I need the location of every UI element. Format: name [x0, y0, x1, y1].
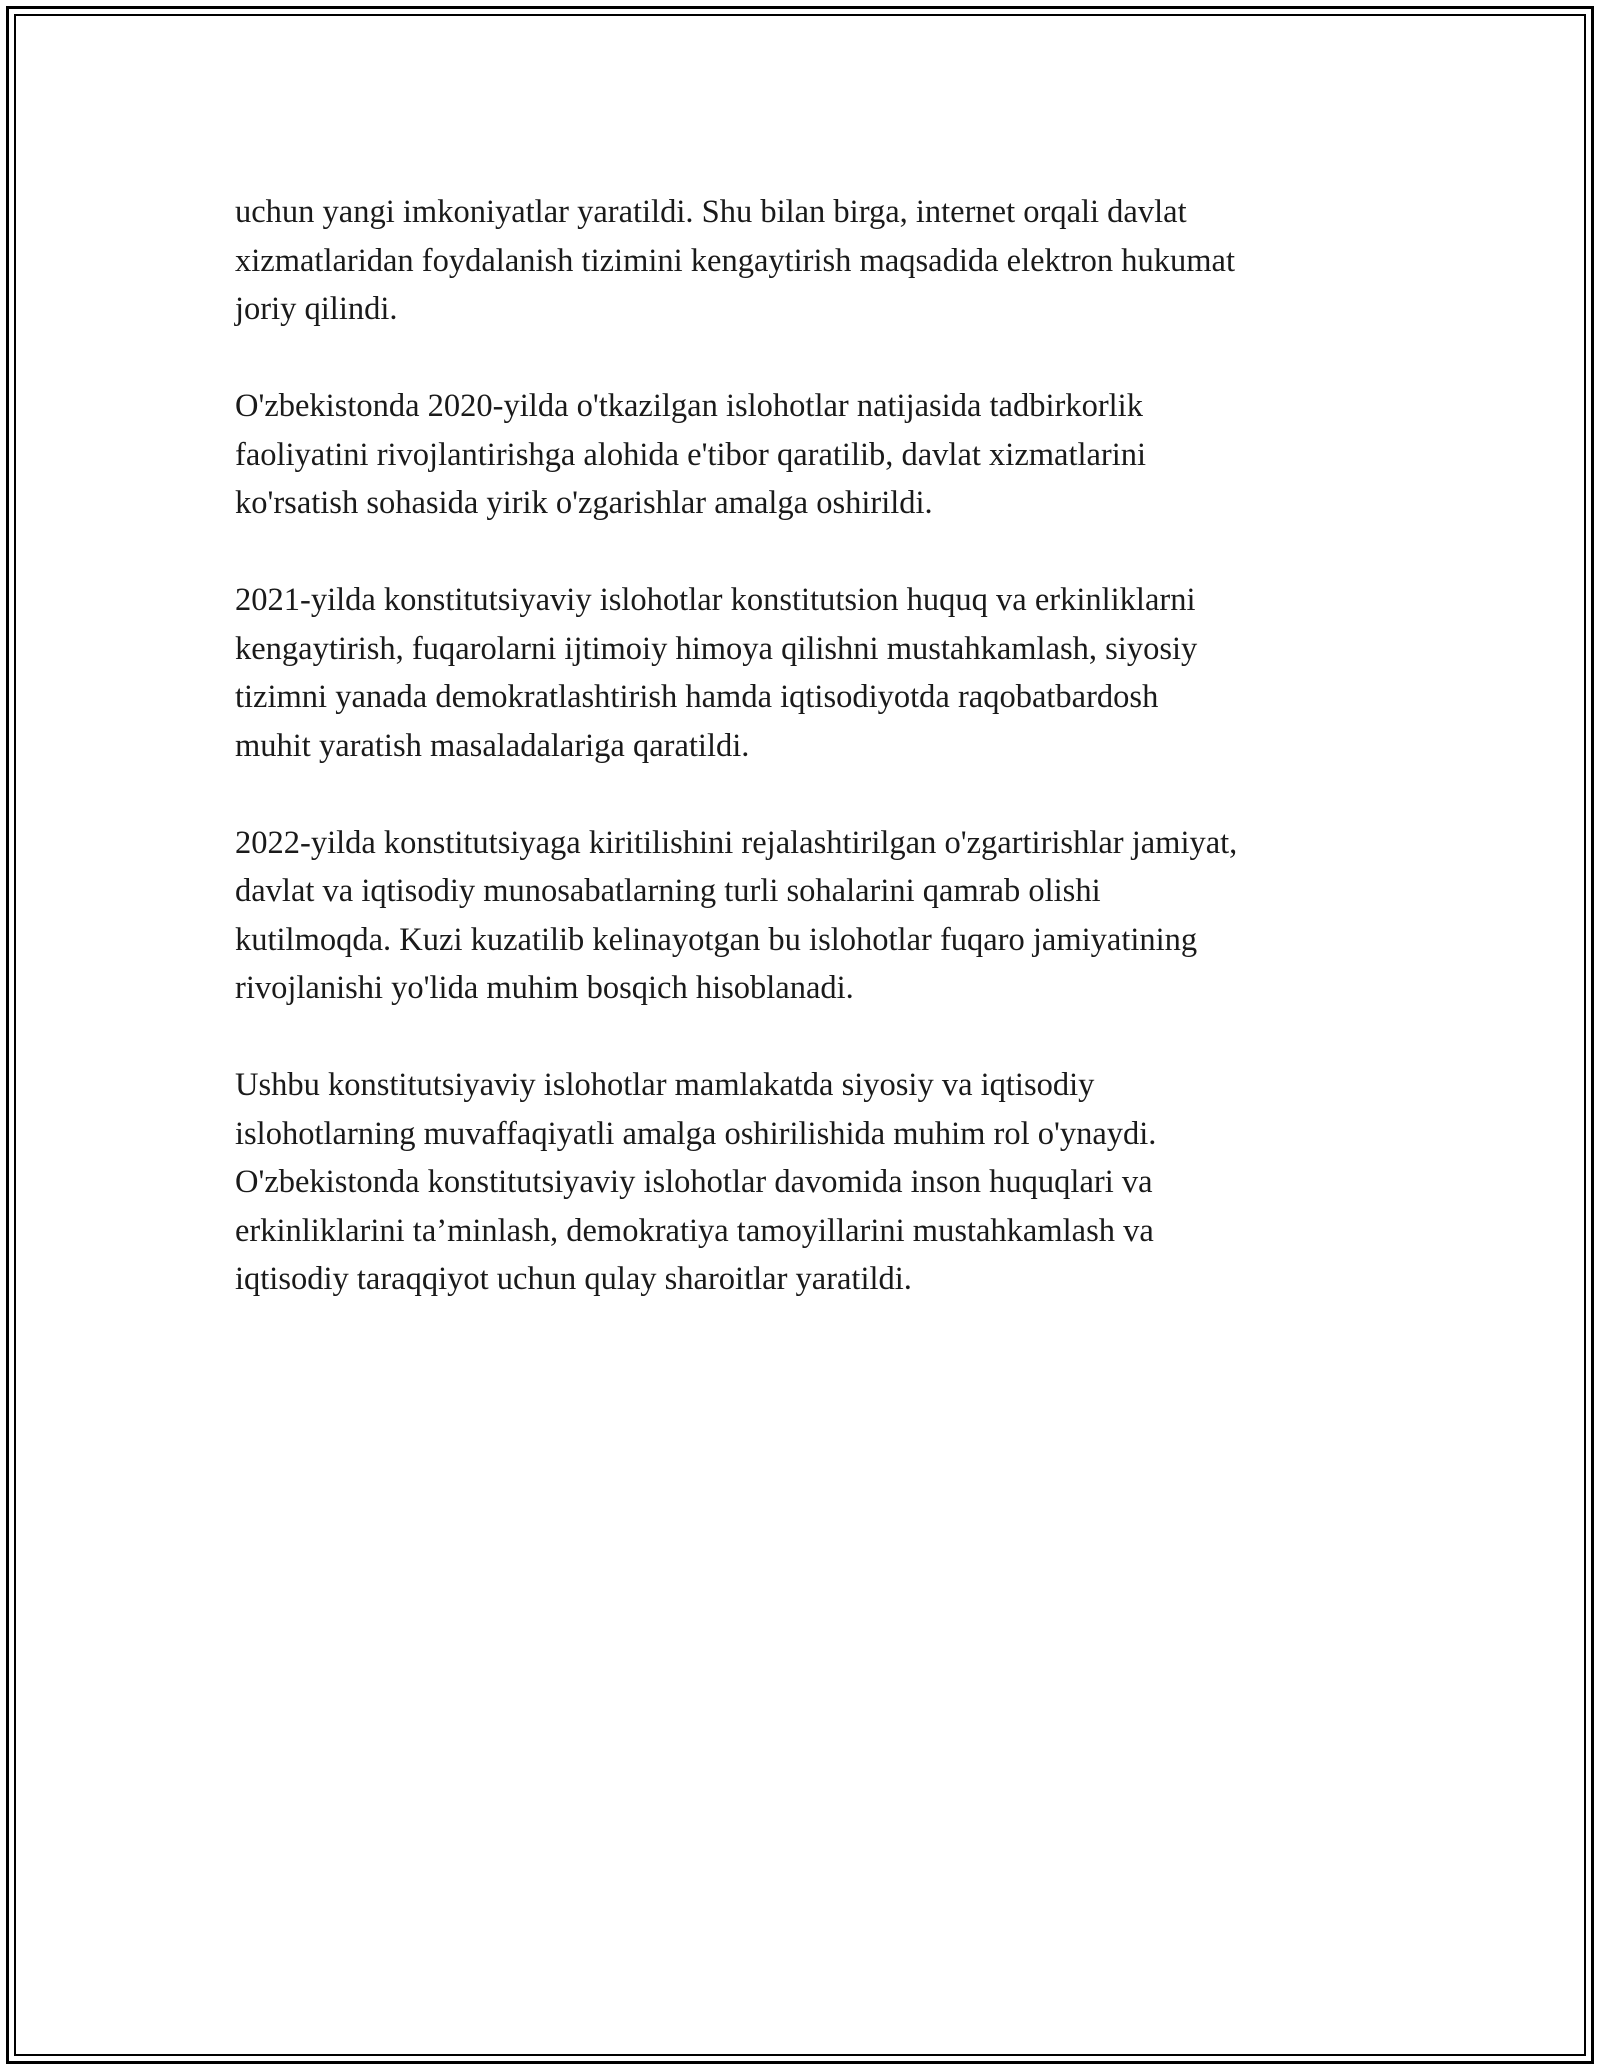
paragraph-2022-ozgartirishlar: 2022-yilda konstitutsiyaga kiritilishini rejalashtirilgan o'zgartirishlar jamiyat, davlat va iqtisodiy munosabatlarning turli sohalarini qamrab olishi kutilmoqda. Kuzi kuzatilib kelinayotgan bu islohotlar fuqaro jamiyatining rivojlanishi yo'lida muhim bosqich hisoblanadi.	[235, 824, 1238, 1006]
paragraph-2020-islohotlar: O'zbekistonda 2020-yilda o'tkazilgan islohotlar natijasida tadbirkorlik faoliyatini rivojlantirishga alohida e'tibor qaratilib, davlat xizmatlarini ko'rsatish sohasida yirik o'zgarishlar amalga oshirildi.	[235, 388, 1147, 521]
paragraph-elektron-hukumat: uchun yangi imkoniyatlar yaratildi. Shu bilan birga, internet orqali davlat xizmatlaridan foydalanish tizimini kengaytirish maqsadida elektron hukumat joriy qilindi.	[235, 194, 1236, 327]
document-body	[235, 188, 1395, 1352]
paragraph-konstitutsiyaviy-islohotlar: Ushbu konstitutsiyaviy islohotlar mamlakatda siyosiy va iqtisodiy islohotlarning muvaffaqiyatli amalga oshirilishida muhim rol o'ynaydi. O'zbekistonda konstitutsiyaviy islohotlar davomida inson huquqlari va erkinliklarini ta’minlash, demokratiya tamoyillarini mustahkamlash va iqtisodiy taraqqiyot uchun qulay sharoitlar yaratildi.	[235, 1067, 1157, 1297]
paragraph-2021-islohotlar: 2021-yilda konstitutsiyaviy islohotlar konstitutsion huquq va erkinliklarni kengaytirish, fuqarolarni ijtimoiy himoya qilishni mustahkamlash, siyosiy tizimni yanada demokratlashtirish hamda iqtisodiyotda raqobatbardosh muhit yaratish masaladalariga qaratildi.	[235, 582, 1198, 764]
